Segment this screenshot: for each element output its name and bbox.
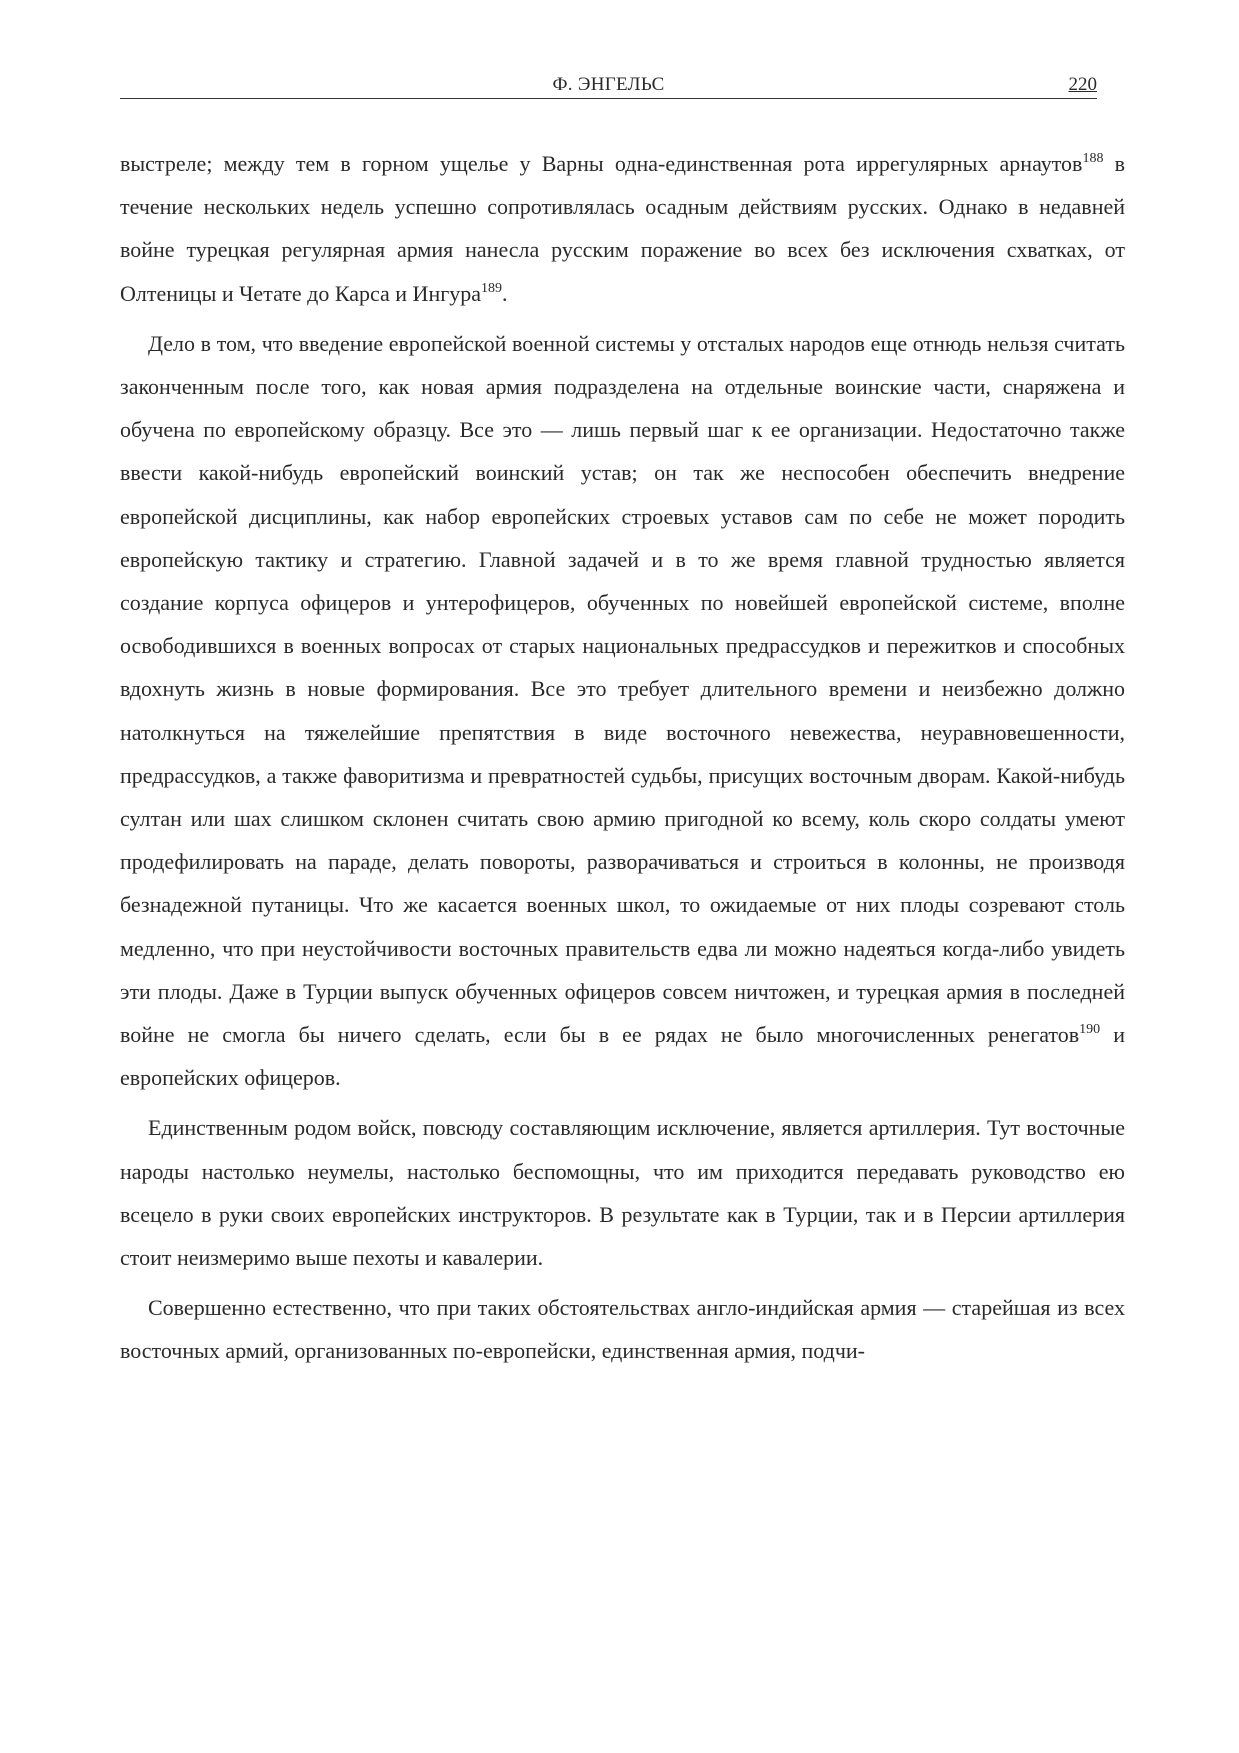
paragraph (120, 1286, 1125, 1372)
paragraph-text: Совершенно естественно, что при таких обстоятельствах англо-индийская армия — старейшая из всех восточных армий, организованных по-европейски, единственная армия, подчи- (120, 1295, 1125, 1364)
paragraph-text: . (502, 280, 508, 306)
paragraph-text: и европейских офицеров. (120, 1022, 1126, 1091)
body-text (120, 142, 1125, 1373)
running-header-title: Ф. ЭНГЕЛЬС (552, 74, 665, 95)
paragraph (120, 1106, 1125, 1279)
paragraph-text: выстреле; между тем в горном ущелье у Варны одна-единственная рота иррегулярных арнаутов (120, 151, 1083, 176)
paragraph (120, 142, 1125, 315)
paragraph-text: Дело в том, что введение европейской военной системы у отсталых народов еще отнюдь нельзя считать законченным после того, как новая армия подразделена на отдельные воинские части, снаряжена и обучена по европейскому образцу. Все это — лишь первый шаг к ее организации. Недостаточно также ввести какой-нибудь европейский воинский устав; он так же неспособен обеспечить внедрение европейской дисциплины, как набор европейских строевых уставов сам по себе не может породить европейскую тактику и стратегию. Главной задачей и в то же время главной трудностью является создание корпуса офицеров и унтерофицеров, обученных по новейшей европейской системе, вполне освободившихся в военных вопросах от старых национальных предрассудков и пережитков и способных вдохнуть жизнь в новые формирования. Все это требует длительного времени и неизбежно должно натолкнуться на тяжелейшие препятствия в виде восточного невежества, неуравновешенности, предрассудков, а также фаворитизма и превратностей судьбы, присущих восточным дворам. Какой-нибудь султан или шах слишком склонен считать свою армию пригодной ко всему, коль скоро солдаты умеют продефилировать на параде, делать повороты, разворачиваться и строиться в колонны, не производя безнадежной путаницы. Что же касается военных школ, то ожидаемые от них плоды созревают столь медленно, что при неустойчивости восточных правительств едва ли можно надеяться когда-либо увидеть эти плоды. Даже в Турции выпуск обученных офицеров совсем ничтожен, и турецкая армия в последней войне не смогла бы ничего сделать, если бы в ее рядах не было многочисленных ренегатов (120, 330, 1125, 1048)
paragraph (120, 322, 1125, 1100)
footnote-ref[interactable]: 188 (1082, 151, 1104, 166)
paragraph-text: Единственным родом войск, повсюду составляющим исключение, является артиллерия. Тут восточные народы настолько неумелы, настолько беспомощны, что им приходится передавать руководство ею всецело в руки своих европейских инструкторов. В результате как в Турции, так и в Персии артиллерия стоит неизмеримо выше пехоты и кавалерии. (120, 1115, 1125, 1271)
paragraph-text: в течение нескольких недель успешно сопротивлялась осадным действиям русских. Однако в недавней войне турецкая регулярная армия нанесла русским поражение во всех без исключения схватках, от Олтеницы и Четате до Карса и Ингура (120, 151, 1126, 306)
running-header (120, 72, 1097, 99)
page-number: 220 (1068, 74, 1097, 95)
footnote-ref[interactable]: 190 (1079, 1022, 1101, 1038)
footnote-ref[interactable]: 189 (481, 280, 503, 296)
